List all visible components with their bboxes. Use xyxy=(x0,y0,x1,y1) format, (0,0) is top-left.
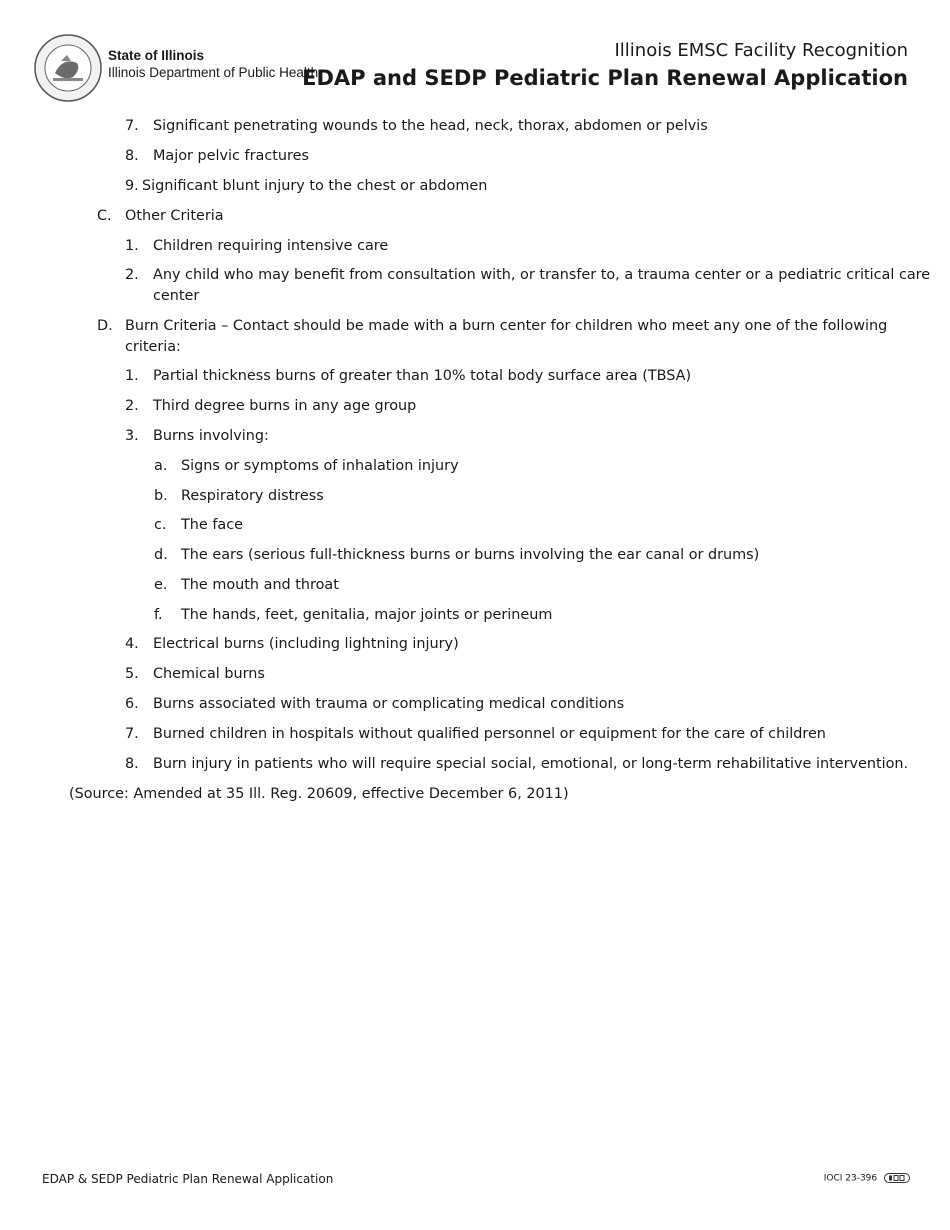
header-subtitle: Illinois EMSC Facility Recognition xyxy=(614,40,908,61)
page-title: EDAP and SEDP Pediatric Plan Renewal Application xyxy=(302,66,908,90)
form-code: IOCI 23-396 xyxy=(823,1173,878,1184)
illinois-state-seal-icon xyxy=(33,33,103,103)
footer-title: EDAP & SEDP Pediatric Plan Renewal Application xyxy=(42,1172,334,1186)
state-name: State of Illinois xyxy=(108,48,205,63)
department-name: Illinois Department of Public Health xyxy=(108,65,319,80)
footer-code xyxy=(824,1173,910,1184)
printer-logo-icon xyxy=(884,1173,910,1183)
